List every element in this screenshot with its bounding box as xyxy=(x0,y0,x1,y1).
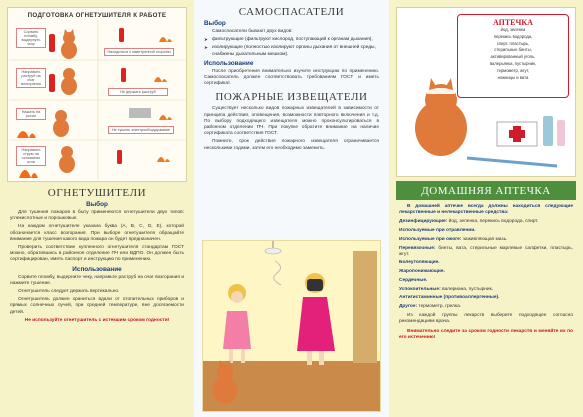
list-item: Сердечные. xyxy=(399,277,428,283)
label-caption-c: Не тушить электрооборудование xyxy=(108,126,174,134)
label-caption-a: Находиться с наветренной стороны xyxy=(104,48,174,56)
kit-drawing xyxy=(397,8,575,176)
paragraph: Помните, срок действия пожарного извещателя ограничивается несколькими годами, затем его необходимо заменить. xyxy=(204,139,379,151)
list-item: Перевязочные: бинты, вата, стерильные марлевые салфетки, пластырь, жгут. xyxy=(399,245,573,257)
cat-icon xyxy=(61,29,77,59)
list-item: термометр, жгут, xyxy=(496,67,530,73)
self-rescuers-title: САМОСПАСАТЕЛИ xyxy=(238,6,345,18)
list-item: ножницы и вата xyxy=(497,74,529,80)
list-item: Дезинфицирующие: йод, зеленка, перекись водорода, спирт. xyxy=(399,219,539,225)
fire-icon xyxy=(159,37,172,42)
list-item: стерильные бинты, xyxy=(494,47,532,53)
self-rescuers-choice-heading: Выбор xyxy=(204,20,226,27)
list-item: Успокоительные: валериана, пустырник. xyxy=(399,286,494,292)
label-step4: Направить струю на основание огня xyxy=(16,146,46,166)
list-item: ➤ фильтрующие (фильтруют кислород, поступающий к органам дыхания), xyxy=(204,37,379,43)
door-icon xyxy=(353,251,377,363)
list-item: Используемые при отравлении. xyxy=(399,228,476,234)
extinguishers-title: ОГНЕТУШИТЕЛИ xyxy=(47,187,147,199)
label-step1: Сорвать пломбу, выдернуть чеку xyxy=(16,28,46,48)
room-drawing xyxy=(203,241,380,411)
list-item: валерьянка, пустырник, xyxy=(489,60,537,66)
first-aid-intro: В домашней аптечке всегда должны находиться следующие лекарственные и нелекарственные средства: xyxy=(399,204,573,216)
first-aid-list xyxy=(399,219,573,341)
kit-title: АПТЕЧКА xyxy=(493,18,533,27)
label-step2: Направить раструб на очаг возгорания xyxy=(16,68,46,88)
list-item: ➤ изолирующие (полностью изолируют органы дыхания от внешней среды, снабжены дыхательным мешком). xyxy=(204,45,379,57)
self-rescuers-use-heading: Использование xyxy=(204,59,254,67)
paragraph: Сорвите пломбу, выдерните чеку, направьте раструб на очаг возгорания и нажмите тушение. xyxy=(10,274,184,286)
extinguishers-choice-heading: Выбор xyxy=(86,201,108,208)
panel-extinguishers xyxy=(0,0,194,417)
bottle-icon xyxy=(543,116,553,146)
list-item: активированный уголь, xyxy=(490,54,536,60)
first-aid-text xyxy=(399,204,573,343)
first-aid-illustration xyxy=(396,7,576,177)
paragraph: Для тушения пожаров в быту применяются огнетушители двух типов: углекислотные и порошковые. xyxy=(10,210,184,222)
label-caption-b: Не держать раструб xyxy=(108,88,168,96)
self-rescuer-types-list xyxy=(204,37,379,58)
list-item: спирт, пластырь, xyxy=(496,40,530,46)
detector-illustration xyxy=(202,240,381,412)
extinguisher-warning: Не используйте огнетушитель с истекшим сроком годности! xyxy=(24,317,170,323)
list-item: Другое: термометр, грелка. xyxy=(399,303,462,309)
cat-with-bandage-icon xyxy=(415,78,467,156)
bottle-icon xyxy=(557,120,565,146)
steps-header: ПОДГОТОВКА ОГНЕТУШИТЕЛЯ К РАБОТЕ xyxy=(27,12,167,19)
list-item: Болеутоляющие. xyxy=(399,260,440,266)
list-item: Антигистаминные (противоаллергенные). xyxy=(399,295,500,301)
paragraph: Огнетушитель следует держать вертикально. xyxy=(18,289,120,295)
paragraph: На каждом огнетушителе указана буква (А, В, С, D, Е), которой обозначается класс возгорания. При выборе огнетушителя обращайте внимание для тушения какого вида пожара он будет предназначен. xyxy=(10,224,184,242)
paragraph: Проверить соответствие купленного огнетушителя стандартам ГОСТ можно, обратившись в районное отделение ПЧ или ВДПО. Он должен быть сертифицирован, иметь паспорт и инструкцию по применению. xyxy=(10,245,184,263)
paragraph: Существует несколько видов пожарных извещателей в зависимости от принципа действия, оповещения, возможности повторного включения и т.д. По выбору подходящего извещателя можно проконсультироваться в районном отделении ПЧ. При покупке обратите внимание на наличие сертификата соответствия ГОСТ. xyxy=(204,106,379,137)
list-item: йод, зеленка xyxy=(500,27,526,32)
first-aid-title: ДОМАШНЯЯ АПТЕЧКА xyxy=(421,184,551,197)
detectors-title: ПОЖАРНЫЕ ИЗВЕЩАТЕЛИ xyxy=(215,91,368,104)
label-step3: Нажать на рычаг xyxy=(16,108,46,120)
extinguisher-icon xyxy=(119,28,124,42)
list-item: Жаропонижающие. xyxy=(399,269,445,275)
extinguishers-text xyxy=(10,210,184,264)
paragraph: После приобретения внимательно изучите инструкцию по применению. Самоспасатель должен соответствовать требованиям ГОСТ и иметь сертификат. xyxy=(204,68,379,87)
panel-first-aid-kit xyxy=(389,0,583,417)
paragraph: Огнетушитель должен храниться вдали от отопительных приборов и прямых солнечных лучей, при средней температуре, вне досягаемости детей. xyxy=(10,297,184,315)
thermometer-icon xyxy=(467,158,557,166)
first-aid-warning: Внимательно следите за сроком годности лекарств и меняйте их по его истечению! xyxy=(399,329,573,341)
list-item: перекись водорода, xyxy=(493,33,533,39)
title-bar xyxy=(396,181,576,200)
paragraph: Из каждой группы лекарств выберите подходящее согласно рекомендациям врача. xyxy=(399,312,573,324)
list-item: Используемые при ожоге: заживляющая мазь. xyxy=(399,236,508,242)
paragraph: Самоспасатели бывают двух видов: xyxy=(212,29,293,34)
panel-self-rescuers xyxy=(194,0,389,417)
extinguisher-steps-illustration xyxy=(7,7,187,182)
extinguishers-use-heading: Использование xyxy=(72,265,122,273)
